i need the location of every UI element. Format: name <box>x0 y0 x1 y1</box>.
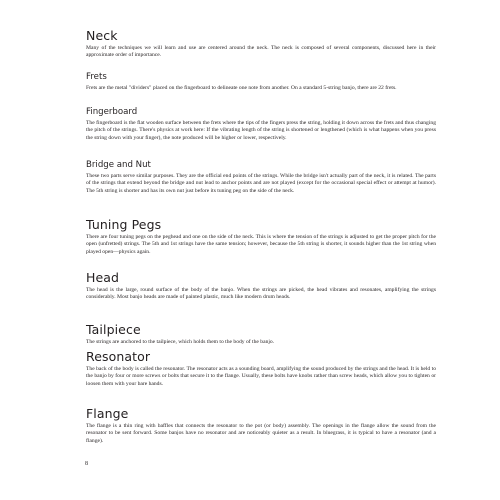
paragraph-frets: Frets are the metal "dividers" placed on the fingerboard to delineate one note from another. On a standard 5-string banjo, there are 22 frets. <box>86 85 397 91</box>
heading-frets: Frets <box>86 72 107 82</box>
paragraph-resonator: The back of the body is called the resonator. The resonator acts as a sounding board, amplifying the sound produced by the strings and the head. It is held to the banjo by four or more screws or bolts that secure it to the flange. Usually, these bolts have knobs rather than screw heads, which allow you to tighten or loosen them with your bare hands. <box>86 366 436 387</box>
paragraph-fingerboard: The fingerboard is the flat wooden surface between the frets where the tips of the fingers press the string, holding it down across the frets and thus changing the pitch of the strings. There's physics at work here: If the vibrating length of the string is shortened or lengthened (which is what happens when you press the string down with your finger), the note produced will be higher or lower, respectively. <box>86 120 436 141</box>
heading-fingerboard: Fingerboard <box>86 107 138 117</box>
section-head <box>86 270 436 302</box>
heading-head: Head <box>86 270 120 285</box>
paragraph-neck: Many of the techniques we will learn and use are centered around the neck. The neck is composed of several components, discussed here in their approximate order of importance. <box>86 45 436 59</box>
heading-tailpiece: Tailpiece <box>86 322 141 337</box>
paragraph-head: The head is the large, round surface of the body of the banjo. When the strings are picked, the head vibrates and resonates, amplifying the strings considerably. Most banjo heads are made of painted plastic, much like modern drum heads. <box>86 287 436 301</box>
paragraph-tailpiece: The strings are anchored to the tailpiece, which holds them to the body of the banjo. <box>86 339 275 345</box>
heading-resonator: Resonator <box>86 349 151 364</box>
section-frets <box>86 72 397 92</box>
section-neck <box>86 28 436 60</box>
heading-tuning-pegs: Tuning Pegs <box>86 217 162 232</box>
page-number: 8 <box>85 461 88 467</box>
heading-flange: Flange <box>86 406 129 421</box>
section-bridge-and-nut <box>86 160 436 195</box>
paragraph-bridge-and-nut: These two parts serve similar purposes. They are the official end points of the strings. While the bridge isn't actually part of the neck, it is related. The parts of the strings that extend beyond the bridge and nut lead to anchor points and are not played (except for the occasional special effect or attempt at humor). The 5th string is shorter and has its own nut just before its tuning peg on the side of the neck. <box>86 173 436 194</box>
section-flange <box>86 406 436 445</box>
section-fingerboard <box>86 107 436 142</box>
section-tailpiece <box>86 322 274 346</box>
paragraph-tuning-pegs: There are four tuning pegs on the peghead and one on the side of the neck. This is where the tension of the strings is adjusted to get the proper pitch for the open (unfretted) strings. The 5th and 1st strings have the same tension; however, because the 5th string is shorter, it sounds higher than the 1st string when played open—physics again. <box>86 234 436 255</box>
heading-bridge-and-nut: Bridge and Nut <box>86 160 151 170</box>
section-resonator <box>86 349 436 388</box>
heading-neck: Neck <box>86 28 118 43</box>
section-tuning-pegs <box>86 217 436 256</box>
paragraph-flange: The flange is a thin ring with baffles that connects the resonator to the pot (or body) assembly. The openings in the flange allow the sound from the resonator to be sent forward. Some banjos have no resonator and are noticeably quieter as a result. In bluegrass, it is typical to have a resonator (and a flange). <box>86 423 436 444</box>
